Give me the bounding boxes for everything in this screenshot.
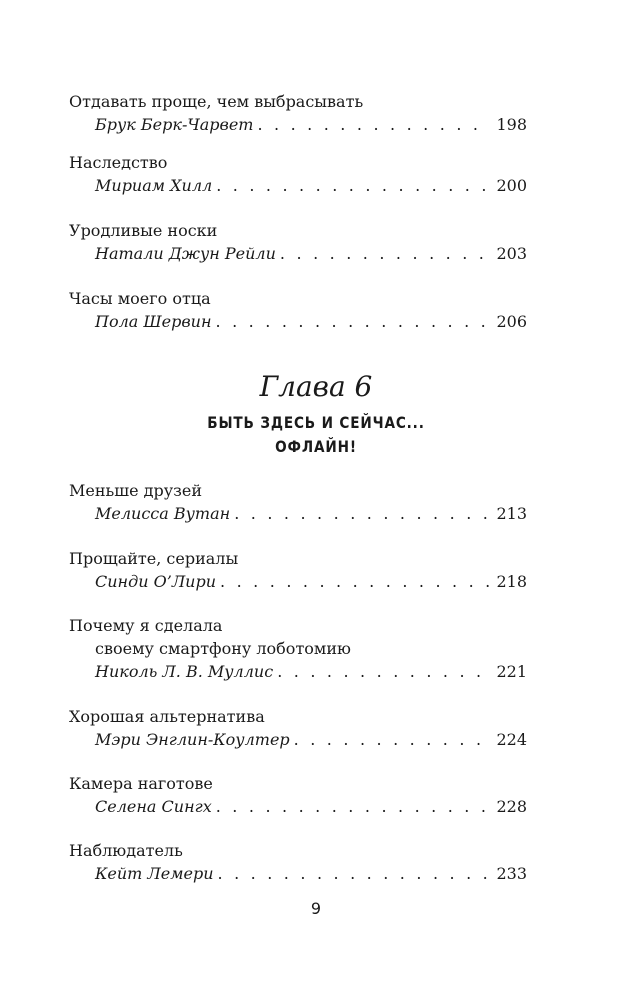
dot-leader <box>216 174 490 197</box>
toc-entry <box>69 705 527 751</box>
page-number: 9 <box>310 899 322 918</box>
entry-page-number: 198 <box>496 115 527 134</box>
entry-author: Мириам Хилл <box>95 176 213 195</box>
entry-title: Наблюдатель <box>69 841 183 860</box>
entry-title: Отдавать проще, чем выбрасывать <box>69 92 364 111</box>
toc-entry <box>69 219 527 265</box>
entry-author: Селена Сингх <box>95 797 212 816</box>
entry-page-number: 233 <box>496 864 527 883</box>
entry-author: Николь Л. В. Муллис <box>95 662 274 681</box>
entry-title: Наследство <box>69 153 168 172</box>
dot-leader <box>277 660 490 683</box>
toc-entry <box>69 839 527 885</box>
entry-author-line <box>69 502 527 525</box>
entry-author: Натали Джун Рейли <box>95 244 276 263</box>
entry-title: Хорошая альтернатива <box>69 707 265 726</box>
entry-title: Почему я сделала <box>69 616 223 635</box>
toc-entry <box>69 90 527 136</box>
entry-author: Брук Берк-Чарвет <box>95 115 254 134</box>
entry-author-line <box>69 242 527 265</box>
entry-author-line <box>69 174 527 197</box>
chapter-subtitle-line2: ОФЛАЙН! <box>275 437 357 456</box>
entry-author: Синди О’Лири <box>95 572 217 591</box>
dot-leader <box>234 502 490 525</box>
dot-leader <box>280 242 491 265</box>
toc-entry <box>69 287 527 333</box>
dot-leader <box>218 862 491 885</box>
entry-author: Пола Шервин <box>95 312 212 331</box>
entry-page-number: 218 <box>496 572 527 591</box>
entry-author-line <box>69 862 527 885</box>
entry-author: Кейт Лемери <box>95 864 214 883</box>
dot-leader <box>216 795 491 818</box>
entry-page-number: 228 <box>496 797 527 816</box>
entry-author-line <box>69 113 527 136</box>
toc-entry <box>69 614 527 683</box>
toc-entry <box>69 151 527 197</box>
entry-author-line <box>69 660 527 683</box>
entry-title: Уродливые носки <box>69 221 218 240</box>
entry-title: Прощайте, сериалы <box>69 549 239 568</box>
dot-leader <box>216 310 491 333</box>
toc-entry <box>69 547 527 593</box>
entry-page-number: 221 <box>496 662 527 681</box>
entry-page-number: 206 <box>496 312 527 331</box>
entry-page-number: 203 <box>496 244 527 263</box>
entry-title-continuation: своему смартфону лоботомию <box>95 639 351 658</box>
entry-title: Часы моего отца <box>69 289 211 308</box>
chapter-label: Глава 6 <box>259 370 373 403</box>
entry-author-line <box>69 795 527 818</box>
dot-leader <box>257 113 490 136</box>
entry-title: Камера наготове <box>69 774 213 793</box>
entry-author-line <box>69 570 527 593</box>
entry-author-line <box>69 728 527 751</box>
dot-leader <box>294 728 491 751</box>
entry-title: Меньше друзей <box>69 481 203 500</box>
entry-author-line <box>69 310 527 333</box>
chapter-subtitle-line1: БЫТЬ ЗДЕСЬ И СЕЙЧАС... <box>207 413 425 432</box>
toc-entry <box>69 479 527 525</box>
entry-page-number: 200 <box>496 176 527 195</box>
entry-author: Мелисса Вутан <box>95 504 231 523</box>
dot-leader <box>220 570 490 593</box>
entry-author: Мэри Энглин-Коултер <box>95 730 290 749</box>
entry-page-number: 213 <box>496 504 527 523</box>
entry-page-number: 224 <box>496 730 527 749</box>
toc-entry <box>69 772 527 818</box>
